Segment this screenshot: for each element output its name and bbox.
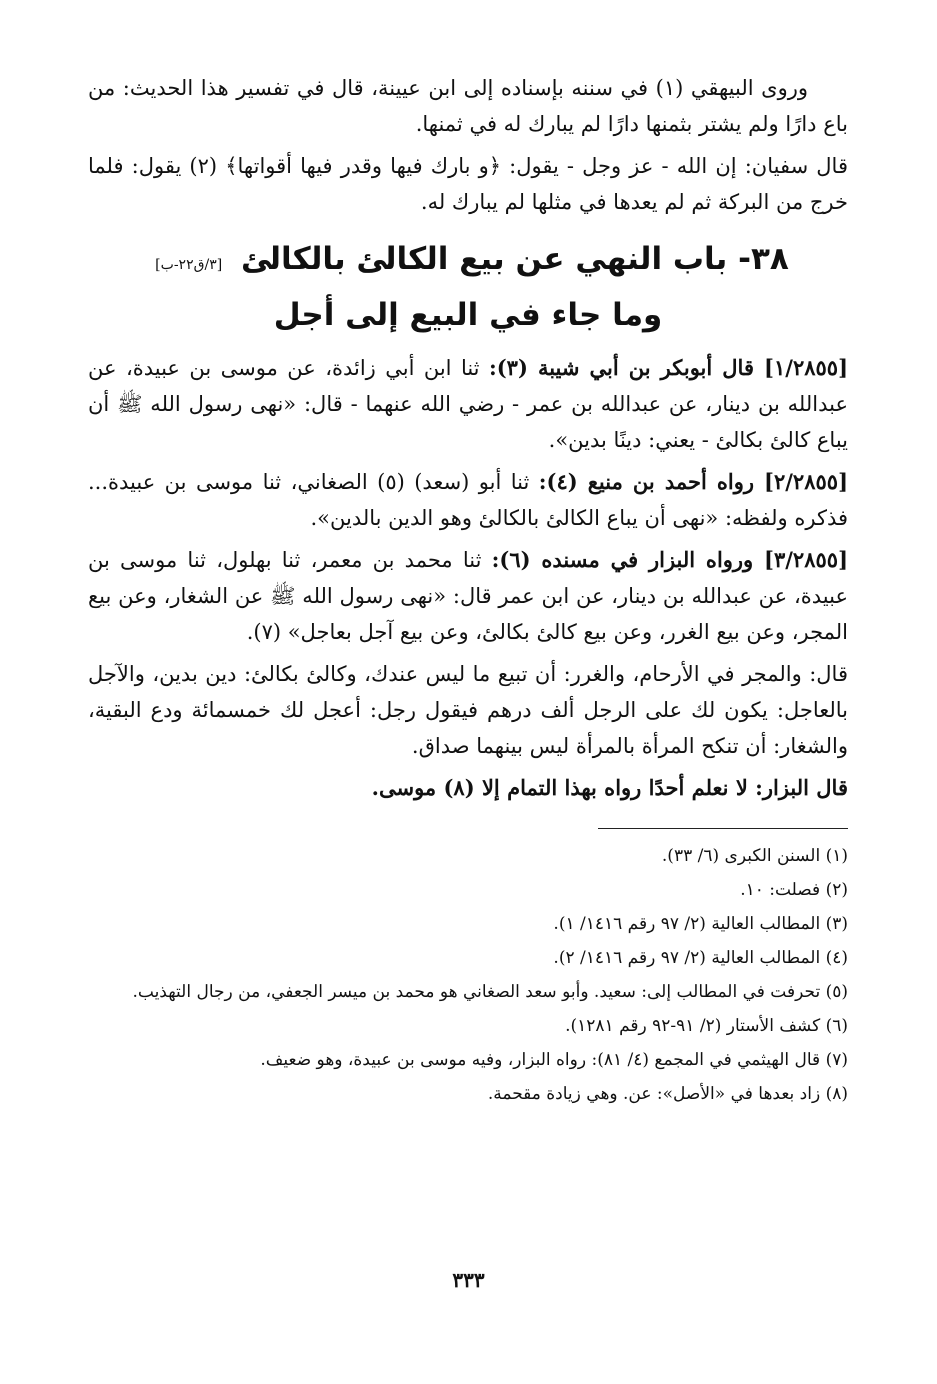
footnote-item: (٤) المطالب العالية (٢/ ٩٧ رقم ١٤١٦/ ٢). [553,948,848,968]
chapter-title: ٣٨- باب النهي عن بيع الكالئ بالكالئ [240,241,789,277]
hadith-1-text: ثنا ابن أبي زائدة، عن موسى بن عبيدة، عن عبدالله بن دينار، عن عبدالله بن عمر - رضي الله عنهما - قال: «نهى رسول الله ﷺ أن يباع كالئ بكالئ - يعني: دينًا بدين». [88,356,848,452]
manuscript-reference: [٣/ق٢٢-ب] [155,257,223,273]
footnote-item: (٣) المطالب العالية (٢/ ٩٧ رقم ١٤١٦/ ١). [553,914,848,934]
bazzar-note: قال البزار: لا نعلم أحدًا رواه بهذا التمام إلا (٨) موسى. [371,775,848,800]
hadith-1 [88,350,848,458]
footnote-item: (٦) كشف الأستار (٢/ ٩١-٩٢ رقم ١٢٨١). [565,1016,848,1036]
chapter-heading [88,234,848,340]
paragraph-bayhaqi: وروى البيهقي (١) في سننه بإسناده إلى ابن عيينة، قال في تفسير هذا الحديث: من باع دارًا ولم يشتر بثمنها دارًا لم يبارك له في ثمنها. [88,76,848,136]
footnote-item: (٧) قال الهيثمي في المجمع (٤/ ٨١): رواه البزار، وفيه موسى بن عبيدة، وهو ضعيف. [260,1050,848,1070]
footnote-item: (٥) تحرفت في المطالب إلى: سعيد. وأبو سعد الصغاني هو محمد بن ميسر الجعفي، من رجال التهذيب. [132,982,848,1002]
hadith-2-text: ثنا أبو (سعد) (٥) الصغاني، ثنا موسى بن عبيدة... فذكره ولفظه: «نهى أن يباع الكالئ بالكالئ وهو الدين بالدين». [88,470,848,530]
hadith-2 [88,464,848,536]
hadith-1-lead: [١/٢٨٥٥] قال أبوبكر بن أبي شيبة (٣): [488,355,849,380]
hadith-2-lead: [٢/٢٨٥٥] رواه أحمد بن منيع (٤): [538,469,848,494]
hadith-3 [88,542,848,650]
footnote-separator [598,828,848,829]
footnotes [88,839,848,1111]
paragraph-sufyan: قال سفيان: إن الله - عز وجل - يقول: ﴿و بارك فيها وقدر فيها أقواتها﴾ (٢) يقول: فلما خرج من البركة ثم لم يعدها في مثلها لم يبارك له. [88,154,848,214]
footnote-item: (٨) زاد بعدها في «الأصل»: عن. وهي زيادة مقحمة. [487,1084,848,1104]
chapter-heading-line1 [88,234,848,290]
explanation-paragraph: قال: والمجر في الأرحام، والغرر: أن تبيع ما ليس عندك، وكالئ بكالئ: دين بدين، والآجل بالعاجل: يكون لك على الرجل ألف درهم فيقول رجل: أعجل لك خمسمائة ودع البقية، والشغار: أن تنكح المرأة بالمرأة ليس بينهما صداق. [88,662,848,758]
hadith-3-lead: [٣/٢٨٥٥] ورواه البزار في مسنده (٦): [491,547,848,572]
hadith-3-text: ثنا محمد بن معمر، ثنا بهلول، ثنا موسى بن عبيدة، عن عبدالله بن دينار، عن ابن عمر قال: «نهى رسول الله ﷺ عن الشغار، وعن بيع المجر، وعن بيع الغرر، وعن بيع كالئ بكالئ، وعن بيع آجل بعاجل» (٧). [88,548,848,644]
page-number: ٣٣٣ [452,1268,485,1292]
page-body [88,70,848,1111]
footnote-item: (١) السنن الكبرى (٦/ ٣٣). [661,846,848,866]
footnote-item: (٢) فصلت: ١٠. [740,880,848,900]
chapter-heading-line2: وما جاء في البيع إلى أجل [273,297,663,333]
